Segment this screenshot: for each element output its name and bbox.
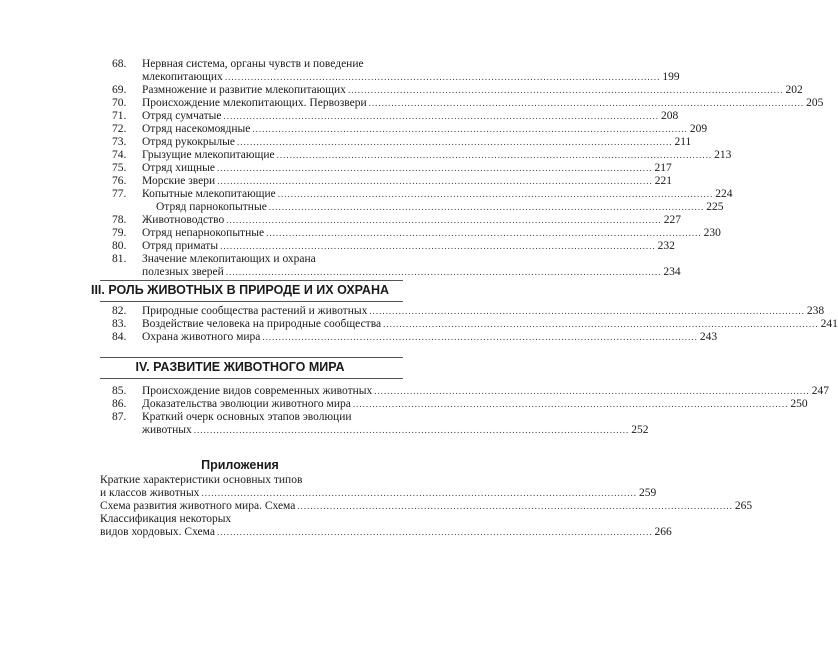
toc-entry (112, 318, 838, 331)
entry-number: 74. (112, 149, 127, 161)
toc-entry (112, 424, 649, 437)
page-number: 243 (699, 331, 718, 343)
toc-entry (112, 385, 830, 398)
entry-title: Отряд хищные (142, 162, 215, 174)
leader-dots (348, 84, 784, 97)
page-number: 205 (806, 97, 824, 109)
entry-title: Классификация некоторых (100, 513, 232, 525)
entry-number: 80. (112, 240, 127, 252)
toc-entry (112, 162, 672, 175)
section-4-bottom-rule (100, 378, 403, 379)
leader-dots (217, 175, 653, 188)
entry-number: 86. (112, 398, 127, 410)
entry-title: Воздействие человека на природные сообщества (142, 318, 382, 330)
section-3-heading: III. РОЛЬ ЖИВОТНЫХ В ПРИРОДЕ И ИХ ОХРАНА (90, 283, 390, 297)
page-number: 252 (631, 424, 649, 436)
toc-entry (112, 188, 733, 201)
toc-entry (112, 398, 808, 411)
entry-number: 83. (112, 318, 127, 330)
appendix-heading: Приложения (201, 458, 279, 472)
page-number: 247 (811, 385, 830, 397)
entry-title: Грызущие млекопитающие (142, 149, 275, 161)
toc-entry (112, 175, 672, 188)
toc-section-3 (112, 305, 838, 344)
toc-entry (112, 240, 675, 253)
toc-entry (112, 214, 681, 227)
page-number: 209 (689, 123, 708, 135)
leader-dots (237, 136, 673, 149)
page-number: 227 (663, 214, 681, 226)
entry-number: 82. (112, 305, 127, 317)
toc-appendix (100, 474, 753, 539)
leader-dots (217, 162, 653, 175)
leader-dots (217, 526, 653, 539)
entry-number: 75. (112, 162, 127, 174)
toc-entry (112, 97, 824, 110)
entry-number: 73. (112, 136, 127, 148)
entry-number: 81. (112, 253, 127, 265)
entry-number: 84. (112, 331, 127, 343)
page-number: 211 (674, 136, 692, 148)
section-4-heading: IV. РАЗВИТИЕ ЖИВОТНОГО МИРА (135, 360, 345, 374)
entry-title: Животноводство (142, 214, 225, 226)
toc-entry (100, 474, 402, 487)
leader-dots (278, 188, 714, 201)
leader-dots (277, 149, 713, 162)
page-number: 265 (734, 500, 753, 512)
section-4-top-rule (100, 357, 403, 358)
page-number: 213 (714, 149, 732, 161)
entry-title: животных (142, 424, 192, 436)
leader-dots (194, 424, 630, 437)
entry-title: Морские звери (142, 175, 216, 187)
section-3-top-rule (100, 280, 403, 281)
entry-number: 77. (112, 188, 127, 200)
page-number: 199 (662, 71, 680, 83)
entry-title: Копытные млекопитающие (142, 188, 276, 200)
leader-dots (252, 123, 688, 136)
entry-title: и классов животных (100, 487, 200, 499)
leader-dots (224, 110, 660, 123)
page-number: 238 (806, 305, 825, 317)
leader-dots (369, 97, 805, 110)
page-number: 259 (638, 487, 657, 499)
toc-entry (112, 58, 402, 71)
entry-title: Краткие характеристики основных типов (100, 474, 303, 486)
entry-title: Отряд насекомоядные (142, 123, 251, 135)
entry-title: Краткий очерк основных этапов эволюции (142, 411, 352, 423)
leader-dots (226, 266, 662, 279)
page-number: 221 (654, 175, 672, 187)
entry-title: видов хордовых. Схема (100, 526, 215, 538)
leader-dots (201, 487, 637, 500)
toc-entry (112, 123, 708, 136)
entry-number: 79. (112, 227, 127, 239)
entry-title: Отряд непарнокопытные (142, 227, 265, 239)
entry-number: 78. (112, 214, 127, 226)
page-number: 230 (703, 227, 721, 239)
page-number: 224 (715, 188, 733, 200)
toc-section-2-tail (112, 58, 824, 279)
leader-dots (269, 201, 705, 214)
entry-title: Доказательства эволюции животного мира (142, 398, 351, 410)
toc-entry (112, 227, 721, 240)
page-number: 266 (654, 526, 672, 538)
toc-entry (100, 513, 402, 526)
page-number: 217 (654, 162, 672, 174)
leader-dots (225, 71, 661, 84)
toc-entry (112, 110, 679, 123)
toc-entry (112, 149, 732, 162)
entry-title: Природные сообщества растений и животных (142, 305, 368, 317)
entry-title: Схема развития животного мира. Схема (100, 500, 296, 512)
entry-number: 68. (112, 58, 127, 70)
entry-title: Отряд приматы (142, 240, 219, 252)
toc-entry (100, 526, 672, 539)
page-number: 208 (661, 110, 679, 122)
leader-dots (220, 240, 656, 253)
toc-entry (112, 253, 402, 266)
entry-title: Нервная система, органы чувств и поведение (142, 58, 364, 70)
toc-entry (112, 411, 402, 424)
leader-dots (353, 398, 789, 411)
entry-title: Размножение и развитие млекопитающих (142, 84, 346, 96)
page-number: 232 (657, 240, 675, 252)
section-3-bottom-rule (100, 301, 403, 302)
entry-number: 87. (112, 411, 127, 423)
page-number: 225 (706, 201, 724, 213)
toc-entry (112, 266, 681, 279)
entry-title: Охрана животного мира (142, 331, 261, 343)
toc-entry (112, 331, 718, 344)
entry-title: Значение млекопитающих и охрана (142, 253, 316, 265)
entry-title: Отряд сумчатые (142, 110, 222, 122)
entry-number: 85. (112, 385, 127, 397)
toc-entry (112, 136, 692, 149)
toc-entry (112, 305, 825, 318)
toc-entry (112, 71, 680, 84)
leader-dots (297, 500, 733, 513)
entry-number: 72. (112, 123, 127, 135)
entry-number: 70. (112, 97, 127, 109)
leader-dots (266, 227, 702, 240)
page-number: 241 (820, 318, 838, 330)
leader-dots (374, 385, 810, 398)
page-number: 202 (785, 84, 803, 96)
leader-dots (369, 305, 805, 318)
entry-title: Отряд рукокрылые (142, 136, 235, 148)
toc-entry (100, 487, 657, 500)
entry-number: 76. (112, 175, 127, 187)
page-number: 250 (790, 398, 808, 410)
toc-entry (112, 84, 803, 97)
entry-title: Отряд парнокопытные (156, 201, 267, 213)
leader-dots (383, 318, 819, 331)
toc-entry (100, 500, 753, 513)
entry-title: млекопитающих (142, 71, 223, 83)
entry-number: 69. (112, 84, 127, 96)
entry-title: Происхождение млекопитающих. Первозвери (142, 97, 367, 109)
entry-title: полезных зверей (142, 266, 224, 278)
leader-dots (226, 214, 662, 227)
toc-section-4 (112, 385, 830, 437)
entry-title: Происхождение видов современных животных (142, 385, 373, 397)
toc-entry (112, 201, 724, 214)
page-number: 234 (663, 266, 681, 278)
leader-dots (262, 331, 698, 344)
entry-number: 71. (112, 110, 127, 122)
